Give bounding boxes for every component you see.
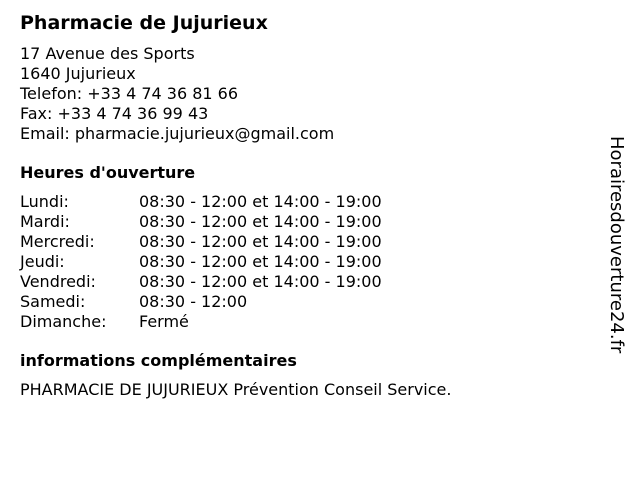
- day-label: Mercredi:: [20, 232, 95, 251]
- pharmacy-name: Pharmacie de Jujurieux: [20, 12, 268, 34]
- hours-row-saturday: [20, 292, 600, 312]
- day-label: Lundi:: [20, 192, 69, 211]
- day-label: Jeudi:: [20, 252, 65, 271]
- site-brand-watermark: Horairesdouverture24.fr: [606, 136, 627, 354]
- time-value: 08:30 - 12:00 et 14:00 - 19:00: [139, 212, 382, 231]
- address-street: 17 Avenue des Sports: [20, 44, 195, 63]
- time-value: 08:30 - 12:00 et 14:00 - 19:00: [139, 192, 382, 211]
- day-label: Samedi:: [20, 292, 86, 311]
- hours-row-friday: [20, 272, 600, 292]
- hours-row-thursday: [20, 252, 600, 272]
- time-value: 08:30 - 12:00 et 14:00 - 19:00: [139, 232, 382, 251]
- opening-hours-title: Heures d'ouverture: [20, 163, 196, 182]
- address-block: [20, 44, 600, 144]
- time-value: 08:30 - 12:00 et 14:00 - 19:00: [139, 252, 382, 271]
- day-label: Vendredi:: [20, 272, 96, 291]
- hours-row-monday: [20, 192, 600, 212]
- day-label: Mardi:: [20, 212, 70, 231]
- pharmacy-card: [20, 10, 600, 400]
- additional-info-text: PHARMACIE DE JUJURIEUX Prévention Conseil Service.: [20, 380, 452, 399]
- hours-row-sunday: [20, 312, 600, 332]
- email-address: Email: pharmacie.jujurieux@gmail.com: [20, 124, 335, 143]
- hours-row-tuesday: [20, 212, 600, 232]
- phone-number: Telefon: +33 4 74 36 81 66: [20, 84, 239, 103]
- day-label: Dimanche:: [20, 312, 107, 331]
- additional-info-title: informations complémentaires: [20, 351, 297, 370]
- opening-hours-table: [20, 192, 600, 332]
- time-value: Fermé: [139, 312, 189, 331]
- time-value: 08:30 - 12:00 et 14:00 - 19:00: [139, 272, 382, 291]
- fax-number: Fax: +33 4 74 36 99 43: [20, 104, 209, 123]
- address-city: 1640 Jujurieux: [20, 64, 136, 83]
- time-value: 08:30 - 12:00: [139, 292, 248, 311]
- hours-row-wednesday: [20, 232, 600, 252]
